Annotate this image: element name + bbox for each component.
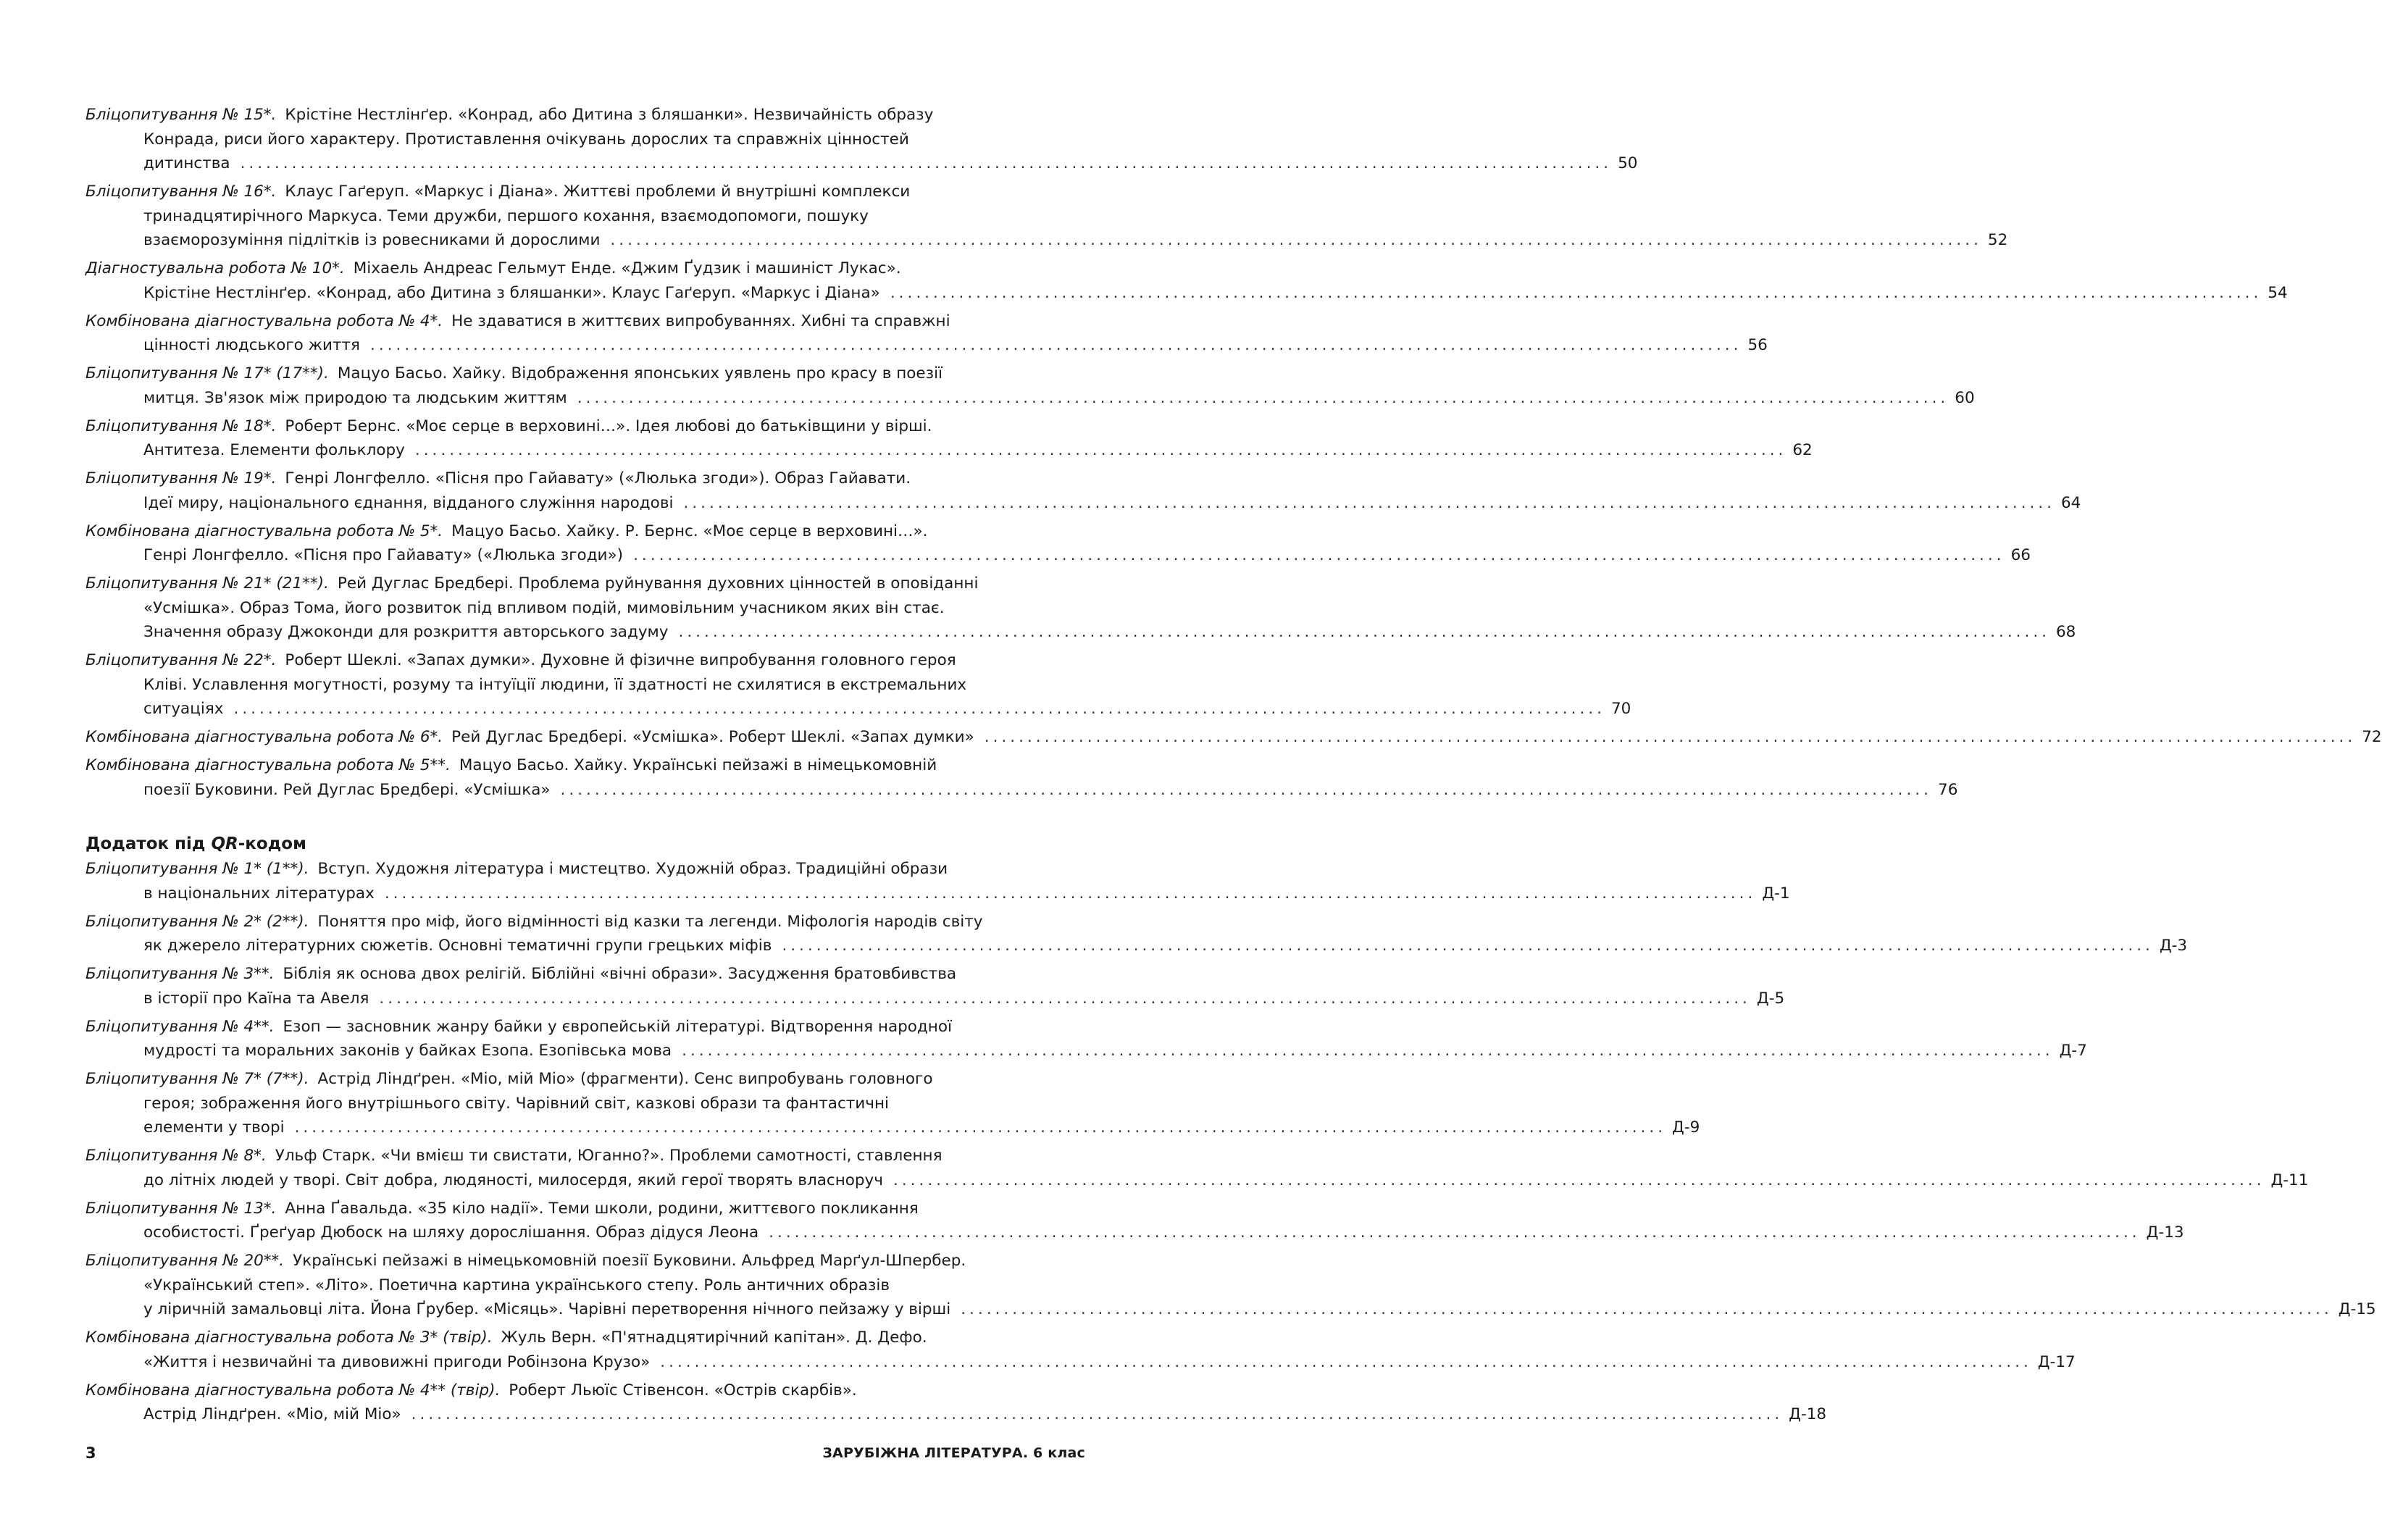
toc-entry-label: Комбінована діагностувальна робота № 4** (твір).: [85, 1381, 501, 1399]
toc-entry-line: [85, 934, 2188, 958]
footer-page-number: 3: [85, 1444, 96, 1462]
toc-entry-page-number: 64: [2060, 493, 2081, 512]
toc-entry-line: [85, 753, 1085, 778]
toc-entry-page-number: 68: [2056, 623, 2076, 641]
appendix-heading-prefix: Додаток під: [85, 834, 212, 853]
toc-entry-page-number: 56: [1747, 336, 1768, 354]
toc-entry: [85, 1249, 2376, 1322]
toc-entry-title-text: Кліві. Уславлення могутності, розуму та інтуїції людини, її здатності не схилятися в екстремальних: [143, 675, 967, 694]
toc-entry-label: Бліцопитування № 2* (2**).: [85, 912, 309, 931]
toc-entry-title-text: Роберт Льюїс Стівенсон. «Острів скарбів».: [509, 1381, 857, 1399]
toc-entry-text: [143, 882, 375, 906]
toc-entry-label: Бліцопитування № 13*.: [85, 1199, 277, 1218]
toc-entry-title-text: Генрі Лонгфелло. «Пісня про Гайавату» («Люлька згоди»): [143, 546, 624, 564]
toc-entry-label: Бліцопитування № 7* (7**).: [85, 1070, 309, 1088]
toc-entry-line: [85, 1326, 1085, 1350]
toc-entry-title-text: взаєморозуміння підлітків із ровесниками й дорослими: [143, 231, 601, 249]
toc-dot-leader: ................................................................................................................................................................: [769, 1223, 2141, 1242]
toc-entry-line: [85, 180, 1085, 204]
toc-entry-text: [143, 1402, 401, 1427]
toc-dot-leader: ................................................................................................................................................................: [984, 728, 2357, 746]
toc-entry-title-text: Антитеза. Елементи фольклору: [143, 441, 405, 459]
toc-entry-page-number: Д-18: [1789, 1405, 1827, 1423]
toc-entry-text: [143, 281, 880, 306]
toc-entry-title-text: Поняття про міф, його відмінності від казки та легенди. Міфологія народів світу: [317, 912, 983, 931]
toc-entry-title-text: Вступ. Художня література і мистецтво. Художній образ. Традиційні образи: [317, 860, 948, 878]
toc-entry-title-text: Езоп — засновник жанру байки у європейській літературі. Відтворення народної: [283, 1017, 952, 1036]
toc-entry-title-text: у ліричній замальовці літа. Йона Ґрубер. «Місяць». Чарівні перетворення нічного пейзажу у вірші: [143, 1300, 951, 1318]
toc-entry-line: [85, 204, 1085, 229]
toc-entry-text: [85, 725, 974, 750]
toc-entry-line: [85, 228, 2008, 253]
toc-entry-page-number: 76: [1938, 780, 1958, 799]
toc-entry-page-number: 70: [1610, 700, 1631, 718]
toc-entry-text: [143, 386, 567, 411]
toc-entry: [85, 910, 2188, 958]
toc-entry-line: [85, 309, 1085, 334]
toc-entry: [85, 572, 2076, 645]
toc-entry: [85, 648, 1631, 721]
toc-entry-title-text: Астрід Ліндґрен. «Міо, мій Міо» (фрагменти). Сенс випробувань головного: [317, 1070, 933, 1088]
toc-entry-title-text: Астрід Ліндґрен. «Міо, мій Міо»: [143, 1405, 401, 1423]
toc-entry: [85, 256, 2288, 305]
toc-entry-text: [143, 1039, 672, 1063]
toc-entry-label: Бліцопитування № 20**.: [85, 1252, 285, 1270]
toc-entry-label: Комбінована діагностувальна робота № 5**.: [85, 756, 451, 774]
toc-entry-title-text: до літніх людей у творі. Світ добра, людяності, милосердя, який герої творять власноруч: [143, 1171, 883, 1189]
toc-entry-label: Бліцопитування № 22*.: [85, 651, 277, 669]
toc-entry-label: Діагностувальна робота № 10*.: [85, 259, 345, 277]
toc-entry-label: Бліцопитування № 18*.: [85, 417, 277, 435]
toc-entry-title-text: «Усмішка». Образ Тома, його розвиток під впливом подій, мимовільним учасником яких він стає.: [143, 598, 945, 617]
toc-entry-line: [85, 962, 1085, 987]
toc-entry-line: [85, 386, 1975, 411]
toc-entry-line: [85, 1092, 1085, 1116]
toc-entry-text: [143, 151, 230, 176]
toc-entry-text: [143, 778, 551, 803]
toc-entry-title-text: поезії Буковини. Рей Дуглас Бредбері. «Усмішка»: [143, 780, 551, 799]
toc-entry-line: [85, 438, 1813, 463]
toc-entry-line: [85, 1039, 2087, 1063]
toc-entry-title-text: ситуаціях: [143, 700, 224, 718]
toc-entry-label: Комбінована діагностувальна робота № 6*.: [85, 728, 443, 746]
toc-dot-leader: ................................................................................................................................................................: [560, 780, 1933, 799]
appendix-heading-qr: QR: [211, 834, 238, 853]
toc-entry-title-text: як джерело літературних сюжетів. Основні тематичні групи грецьких міфів: [143, 937, 772, 955]
toc-entry-title-text: Анна Ґавальда. «35 кіло надії». Теми школи, родини, життєвого покликання: [285, 1199, 919, 1218]
toc-dot-leader: ................................................................................................................................................................: [633, 546, 2005, 564]
toc-entry: [85, 1015, 2087, 1063]
toc-entry-label: Бліцопитування № 4**.: [85, 1017, 275, 1036]
appendix-heading-suffix: -кодом: [238, 834, 306, 853]
toc-dot-leader: ................................................................................................................................................................: [369, 336, 1742, 354]
toc-entry-line: [85, 1067, 1085, 1092]
toc-entry-text: [143, 987, 369, 1011]
toc-entry-title-text: Біблія як основа двох релігій. Біблійні «вічні образи». Засудження братовбивства: [283, 965, 957, 983]
toc-entry-line: [85, 1297, 2376, 1322]
footer-title: [822, 1442, 1085, 1464]
toc-entry-title-text: Роберт Шеклі. «Запах думки». Духовне й фізичне випробування головного героя: [285, 651, 956, 669]
toc-entry-title-text: героя; зображення його внутрішнього світу. Чарівний світ, казкові образи та фантастичні: [143, 1094, 889, 1113]
toc-entry-line: [85, 127, 1085, 152]
toc-entry-title-text: Жуль Верн. «П'ятнадцятирічний капітан». Д. Дефо.: [501, 1328, 927, 1347]
toc-entry-line: [85, 543, 2031, 568]
toc-entry-label: Бліцопитування № 17* (17**).: [85, 364, 329, 382]
toc-entry-line: [85, 491, 2081, 516]
toc-entry: [85, 1197, 2184, 1245]
toc-entry: [85, 857, 1790, 905]
toc-entry: [85, 1144, 2309, 1192]
toc-dot-leader: ................................................................................................................................................................: [890, 283, 2262, 302]
toc-entry-page-number: 66: [2010, 546, 2031, 564]
toc-dot-leader: ................................................................................................................................................................: [577, 388, 1950, 407]
toc-entry-page-number: Д-3: [2159, 937, 2188, 955]
toc-entry-title-text: Крістіне Нестлінґер. «Конрад, або Дитина з бляшанки». Незвичайність образу: [285, 106, 934, 124]
toc-dot-leader: ................................................................................................................................................................: [683, 493, 2055, 512]
toc-entry-line: [85, 361, 1085, 386]
toc-entry: [85, 361, 1975, 410]
toc-entry-title-text: в історії про Каїна та Авеля: [143, 989, 369, 1008]
toc-entry-page-number: Д-11: [2270, 1171, 2309, 1189]
toc-entry-title-text: мудрості та моральних законів у байках Езопа. Езопівська мова: [143, 1042, 672, 1060]
toc-entry-title-text: Генрі Лонгфелло. «Пісня про Гайавату» («Люлька згоди»). Образ Гайавати.: [285, 469, 911, 487]
toc-entry-title-text: дитинства: [143, 154, 230, 172]
toc-entry-text: [143, 438, 405, 463]
toc-dot-leader: ................................................................................................................................................................: [414, 441, 1787, 459]
toc-entry-title-text: в національних літературах: [143, 884, 375, 903]
toc-entry-title-text: Конрада, риси його характеру. Протиставлення очікувань дорослих та справжніх цінностей: [143, 130, 909, 148]
toc-entry-line: [85, 857, 1085, 882]
toc-entry-title-text: Крістіне Нестлінґер. «Конрад, або Дитина з бляшанки». Клаус Гаґеруп. «Маркус і Діана»: [143, 283, 880, 302]
toc-entry-page-number: Д-15: [2338, 1300, 2376, 1318]
toc-entry-line: [85, 333, 1768, 358]
toc-entry-line: [85, 778, 1958, 803]
toc-entry-line: [85, 1116, 1700, 1140]
footer-title-grade: . 6 клас: [1022, 1445, 1085, 1461]
toc-entry: [85, 309, 1768, 358]
toc-entry-title-text: Не здаватися в життєвих випробуваннях. Хибні та справжні: [451, 311, 950, 330]
toc-entry-title-text: «Життя і незвичайні та дивовижні пригоди Робінзона Крузо»: [143, 1352, 651, 1371]
toc-entry-line: [85, 596, 1085, 621]
toc-entry-label: Бліцопитування № 16*.: [85, 183, 277, 201]
toc-entry-page-number: 52: [1987, 231, 2008, 249]
toc-entry-text: [143, 934, 772, 958]
toc-entry-line: [85, 1221, 2184, 1245]
toc-entry-label: Комбінована діагностувальна робота № 4*.: [85, 311, 443, 330]
toc-dot-leader: ................................................................................................................................................................: [294, 1118, 1667, 1137]
toc-entry-line: [85, 466, 1085, 491]
footer-title-subject: ЗАРУБІЖНА ЛІТЕРАТУРА: [822, 1445, 1023, 1461]
toc-entry-label: Бліцопитування № 15*.: [85, 106, 277, 124]
toc-entry-title-text: «Український степ». «Літо». Поетична картина українського степу. Роль античних образів: [143, 1276, 890, 1294]
toc-entry-title-text: Роберт Бернс. «Моє серце в верховині…». Ідея любові до батьківщини у вірші.: [285, 417, 932, 435]
toc-entry: [85, 180, 2008, 253]
toc-dot-leader: ................................................................................................................................................................: [678, 623, 2050, 641]
toc-entry: [85, 466, 2081, 515]
toc-entry-line: [85, 697, 1631, 721]
toc-dot-leader: ................................................................................................................................................................: [240, 154, 1613, 172]
toc-entry-line: [85, 725, 2382, 750]
toc-entry-title-text: Клаус Гаґеруп. «Маркус і Діана». Життєві проблеми й внутрішні комплекси: [285, 183, 911, 201]
toc-entry-title-text: Рей Дуглас Бредбері. Проблема руйнування духовних цінностей в оповіданні: [337, 574, 979, 593]
toc-entry-label: Бліцопитування № 21* (21**).: [85, 574, 329, 593]
toc-entry-line: [85, 648, 1085, 673]
toc-entry-line: [85, 281, 2288, 306]
toc-entry-page-number: Д-17: [2037, 1352, 2076, 1371]
toc-entry-label: Комбінована діагностувальна робота № 3* (твір).: [85, 1328, 493, 1347]
toc-entry: [85, 519, 2031, 568]
toc-entry-line: [85, 1249, 1085, 1273]
toc-entry-text: [143, 1116, 285, 1140]
toc-entry-title-text: Ульф Старк. «Чи вмієш ти свистати, Юганно?». Проблеми самотності, ставлення: [275, 1147, 943, 1165]
toc-entry-title-text: цінності людського життя: [143, 336, 360, 354]
toc-entry-title-text: Рей Дуглас Бредбері. «Усмішка». Роберт Шеклі. «Запах думки»: [451, 728, 974, 746]
toc-entry-line: [85, 1350, 2076, 1375]
toc-entry: [85, 414, 1813, 463]
toc-entry-page-number: Д-9: [1672, 1118, 1700, 1137]
toc-entry: [85, 753, 1958, 802]
toc-entry-page-number: 72: [2362, 728, 2382, 746]
toc-dot-leader: ................................................................................................................................................................: [379, 989, 1751, 1008]
toc-entry-line: [85, 414, 1085, 439]
toc-entry-line: [85, 151, 1638, 176]
toc-entry-title-text: особистості. Ґреґуар Дюбоск на шляху дорослішання. Образ дідуся Леона: [143, 1223, 759, 1242]
toc-section-appendix: [85, 857, 2376, 1431]
toc-entry-page-number: Д-13: [2146, 1223, 2184, 1242]
toc-entry-line: [85, 1197, 1085, 1221]
toc-entry-title-text: Значення образу Джоконди для розкриття авторського задуму: [143, 623, 669, 641]
toc-entry-line: [85, 1273, 1085, 1298]
toc-entry-label: Бліцопитування № 1* (1**).: [85, 860, 309, 878]
toc-dot-leader: ................................................................................................................................................................: [610, 231, 1982, 249]
toc-section-main: [85, 103, 2382, 806]
appendix-heading: [85, 832, 306, 856]
toc-entry-label: Бліцопитування № 3**.: [85, 965, 275, 983]
toc-entry-title-text: Мацуо Басьо. Хайку. Р. Бернс. «Моє серце в верховині…».: [451, 522, 928, 540]
toc-entry-line: [85, 1402, 1827, 1427]
toc-entry-label: Бліцопитування № 8*.: [85, 1147, 267, 1165]
toc-dot-leader: ................................................................................................................................................................: [384, 884, 1757, 903]
toc-entry-text: [143, 543, 623, 568]
toc-entry: [85, 103, 1638, 176]
toc-entry-text: [143, 333, 360, 358]
toc-entry-line: [85, 987, 1785, 1011]
toc-dot-leader: ................................................................................................................................................................: [893, 1171, 2265, 1189]
toc-entry-line: [85, 910, 1085, 934]
toc-entry-page-number: 60: [1955, 388, 1975, 407]
toc-entry-page-number: Д-5: [1756, 989, 1785, 1008]
toc-entry-title-text: елементи у творі: [143, 1118, 285, 1137]
toc-entry-line: [85, 572, 1085, 596]
toc-entry-page-number: Д-7: [2059, 1042, 2087, 1060]
toc-dot-leader: ................................................................................................................................................................: [782, 937, 2154, 955]
toc-dot-leader: ................................................................................................................................................................: [660, 1352, 2032, 1371]
toc-entry-line: [85, 1144, 1085, 1168]
toc-entry: [85, 962, 1785, 1010]
toc-entry-line: [85, 882, 1790, 906]
toc-entry-page-number: 54: [2268, 283, 2288, 302]
toc-entry-line: [85, 673, 1085, 698]
toc-entry-text: [143, 1350, 650, 1375]
toc-entry-line: [85, 1168, 2309, 1193]
toc-entry-text: [143, 620, 669, 645]
toc-entry-title-text: Українські пейзажі в німецькомовній поезії Буковини. Альфред Марґул-Шпербер.: [293, 1252, 966, 1270]
toc-entry: [85, 1067, 1700, 1140]
toc-entry: [85, 725, 2382, 750]
toc-entry-text: [143, 697, 223, 721]
toc-dot-leader: ................................................................................................................................................................: [682, 1042, 2054, 1060]
toc-entry-page-number: Д-1: [1762, 884, 1790, 903]
toc-entry-line: [85, 1378, 1085, 1403]
toc-dot-leader: ................................................................................................................................................................: [411, 1405, 1784, 1423]
toc-entry-title-text: митця. Зв'язок між природою та людським життям: [143, 388, 567, 407]
toc-entry-label: Комбінована діагностувальна робота № 5*.: [85, 522, 443, 540]
toc-entry-line: [85, 256, 1085, 281]
toc-entry-text: [143, 1221, 759, 1245]
toc-entry-page-number: 62: [1792, 441, 1813, 459]
toc-entry-line: [85, 519, 1085, 544]
toc-entry-page-number: 50: [1618, 154, 1638, 172]
toc-entry: [85, 1378, 1827, 1427]
toc-entry-label: Бліцопитування № 19*.: [85, 469, 277, 487]
toc-entry-line: [85, 103, 1085, 127]
toc-entry-title-text: Мацуо Басьо. Хайку. Українські пейзажі в німецькомовній: [459, 756, 937, 774]
toc-entry-title-text: Міхаель Андреас Гельмут Енде. «Джим Ґудзик і машиніст Лукас».: [353, 259, 901, 277]
toc-entry-text: [143, 1297, 950, 1322]
toc-entry-line: [85, 1015, 1085, 1039]
toc-entry-text: [143, 228, 600, 253]
toc-entry-text: [143, 1168, 883, 1193]
toc-entry-title-text: Мацуо Басьо. Хайку. Відображення японських уявлень про красу в поезії: [337, 364, 943, 382]
toc-dot-leader: ................................................................................................................................................................: [233, 700, 1605, 718]
toc-entry-line: [85, 620, 2076, 645]
toc-entry-text: [143, 491, 673, 516]
toc-entry-title-text: Ідеї миру, національного єднання, відданого служіння народові: [143, 493, 674, 512]
toc-dot-leader: ................................................................................................................................................................: [961, 1300, 2333, 1318]
toc-entry: [85, 1326, 2076, 1374]
toc-entry-title-text: тринадцятирічного Маркуса. Теми дружби, першого кохання, взаємодопомоги, пошуку: [143, 206, 869, 225]
